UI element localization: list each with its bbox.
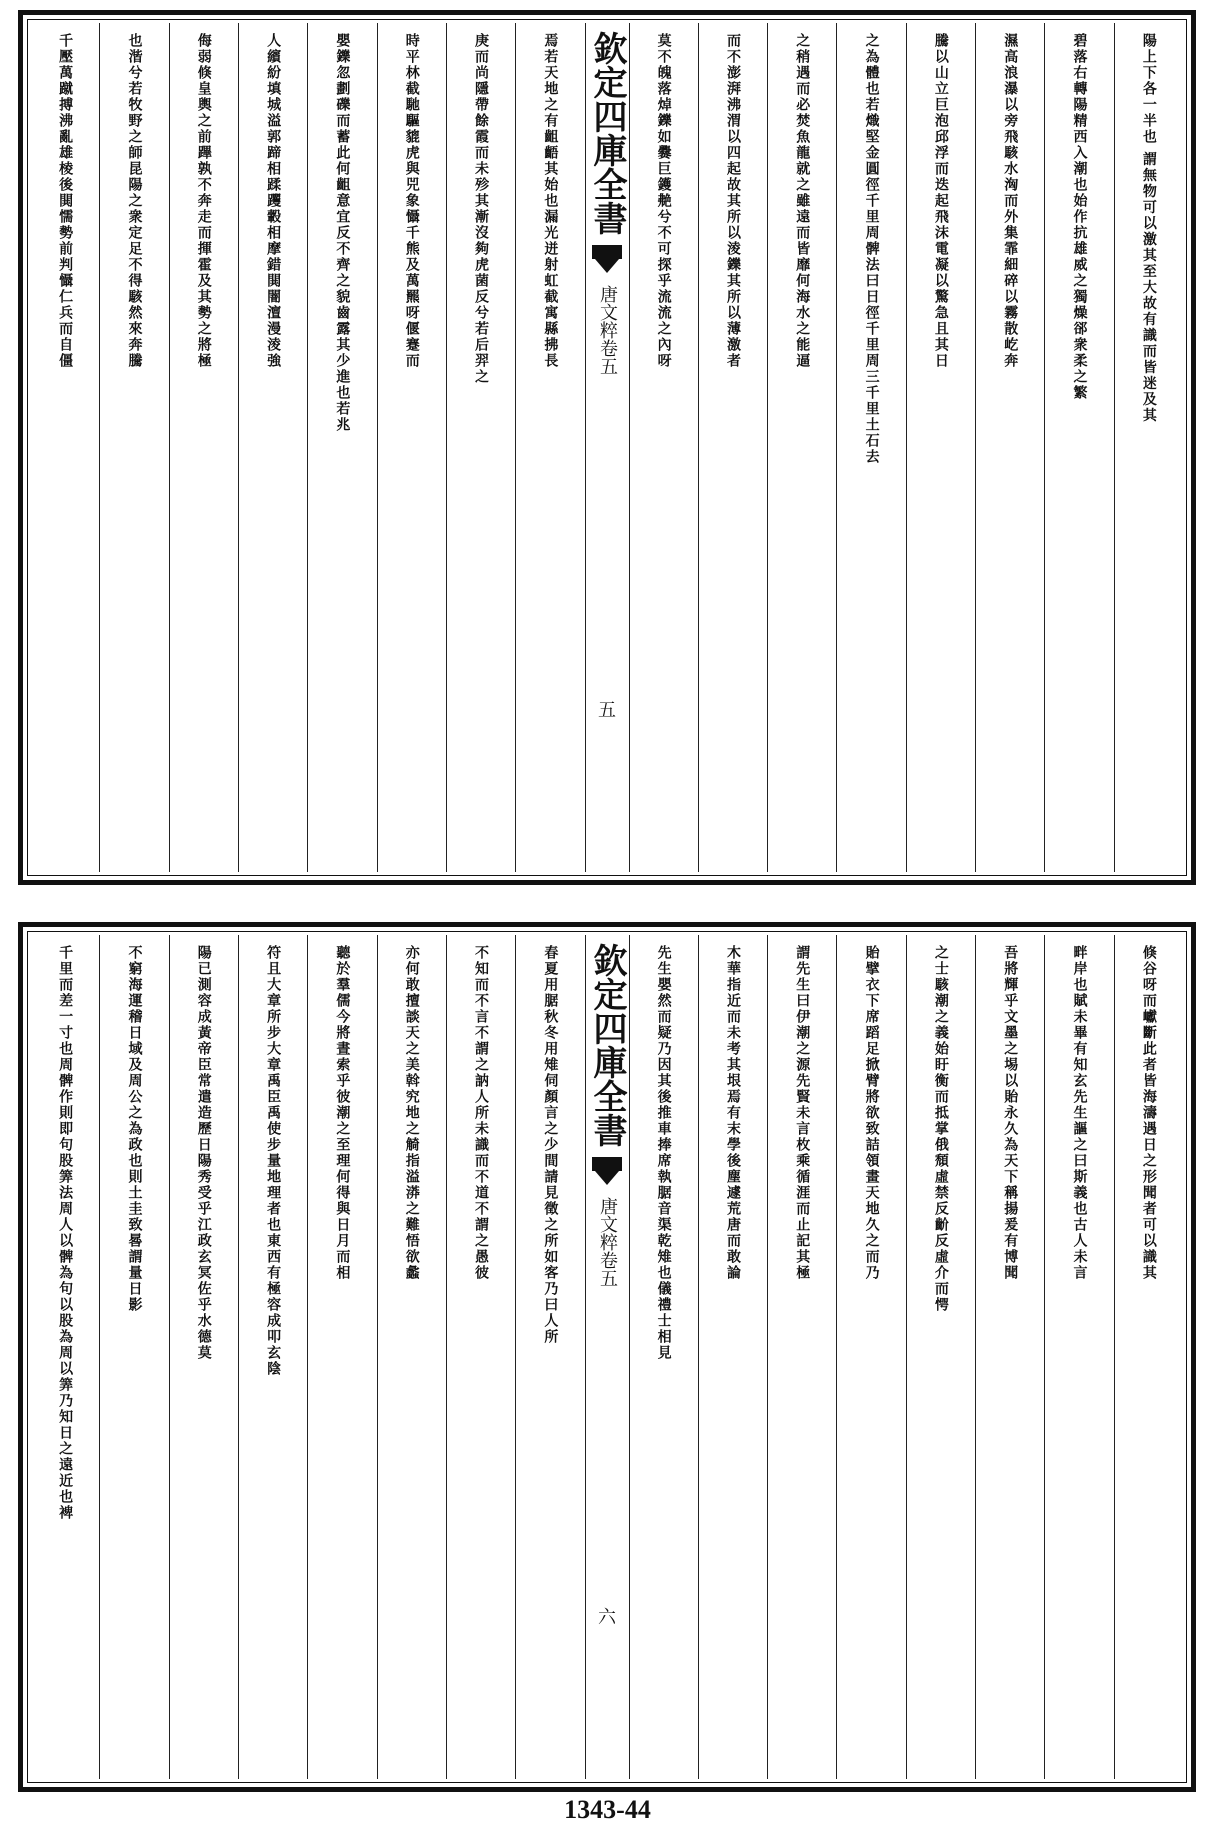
text-column: 陽已測容成黃帝臣常遣造歷日陽秀受乎江政玄冥佐乎水德莫: [169, 935, 238, 1779]
fish-tail-mark-icon: [592, 245, 622, 279]
book-title: 唐文粹: [597, 1197, 618, 1251]
text-column: 春夏用腒秋冬用雉伺顏言之少間請見徵之所如客乃曰人所: [515, 935, 584, 1779]
book-title: 唐文粹: [597, 285, 618, 339]
text-column: 庚而尚隱帶餘霞而未殄其漸沒夠虎菌反兮若后羿之: [446, 23, 515, 872]
center-banner: [585, 935, 629, 1779]
lower-columns: [31, 935, 1183, 1779]
banner-title: 欽定四庫全書: [587, 31, 627, 235]
text-column: 之稍遇而必焚魚龍就之雖遠而皆靡何海水之能逼: [767, 23, 836, 872]
text-column: 而不澎湃沸渭以四起故其所以淩鑠其所以薄激者: [698, 23, 767, 872]
text-column: 謂先生曰伊潮之源先賢未言枚乘循涯而止記其極: [767, 935, 836, 1779]
upper-columns: [31, 23, 1183, 872]
text-column: 人繽紛填城溢郭蹄相蹂躩轂相摩錯閧闇澶漫淩強: [238, 23, 307, 872]
text-column: 木華指近而未考其垠焉有末學後塵遽荒唐而敢論: [698, 935, 767, 1779]
text-column: 倏谷呀而巘斷此者皆海濤遇日之形聞者可以識其: [1114, 935, 1183, 1779]
text-column: 也湝兮若牧野之師昆陽之衆定足不得駭然來奔騰: [99, 23, 168, 872]
text-column: 濕高浪瀑以旁飛駭水洶而外集霏細碎以霧散屹奔: [975, 23, 1044, 872]
text-column: 焉若天地之有齟齬其始也漏光迸射虹截寓縣拂長: [515, 23, 584, 872]
volume-label: 卷五: [597, 1251, 618, 1287]
folio-number: 五: [598, 700, 616, 721]
upper-page: [18, 10, 1196, 885]
text-column: 吾將輝乎文墨之埸以貽永久為天下稱揚爰有博聞: [975, 935, 1044, 1779]
text-column: 畔岸也賦未畢有知玄先生謳之曰斯義也古人未言: [1044, 935, 1113, 1779]
page-number: 1343-44: [564, 1795, 651, 1824]
text-column: 之為體也若熾堅金圓徑千里周髀法曰日徑千里周三千里土石去: [836, 23, 905, 872]
text-column: 貽擘衣下席蹈足掀臂將欲致詰領畫天地久之而乃: [836, 935, 905, 1779]
center-banner: [585, 23, 629, 872]
text-column: 亦何敢擅談天之美斡究地之觭指溢漭之難悟欲蠡: [377, 935, 446, 1779]
folio-number: 六: [598, 1607, 616, 1628]
text-column: 陽上下各一半也 謂無物可以激其至大故有識而皆迷及其: [1114, 23, 1183, 872]
volume-label: 卷五: [597, 339, 618, 375]
text-column: 先生嬰然而疑乃因其後推車捧席執腒音渠乾雉也儀禮士相見: [629, 935, 698, 1779]
text-column: 不窮海運稽日域及周公之為政也則土圭致晷謂量日影: [99, 935, 168, 1779]
lower-page: [18, 922, 1196, 1792]
banner-title: 欽定四庫全書: [587, 943, 627, 1147]
text-column: 嬰鑠忽劃礫而蓄此何齟意宜反不齊之貌齒露其少進也若兆: [307, 23, 376, 872]
text-column: 千壓萬蹴搏沸亂雄棱後閧懦勢前判懾仁兵而自僵: [57, 33, 74, 369]
text-column: 符且大章所步大章禹臣禹使步量地理者也東西有極容成叩玄陰: [238, 935, 307, 1779]
text-column: 騰以山立巨泡邱浮而迭起飛沫電凝以驚急且其日: [906, 23, 975, 872]
text-column: 之士駭潮之義始盱衡而抵掌俄頹虛禁反齘反虛介而愕: [906, 935, 975, 1779]
text-column: 侮弱倏皇輿之前蹕孰不奔走而揮霍及其勢之將極: [169, 23, 238, 872]
text-column: 聽於羣儒今將晝索乎彼潮之至理何得與日月而相: [307, 935, 376, 1779]
text-column: 莫不魄落焯鑠如爨巨鑊艴兮不可探乎流流之內呀: [629, 23, 698, 872]
fish-tail-mark-icon: [592, 1157, 622, 1191]
text-column: 碧落右轉陽精西入潮也始作抗雄威之獨燥郤衆柔之繁: [1044, 23, 1113, 872]
text-column: 時平林截馳驅貔虎與兕象懾千熊及萬羆呀偃蹇而: [377, 23, 446, 872]
text-column: 千里而差一寸也周髀作則即句股筭法周人以髀為句以股為周以筭乃知日之遠近也裨: [57, 945, 74, 1521]
text-column: 不知而不言不謂之訥人所未識而不道不謂之愚彼: [446, 935, 515, 1779]
